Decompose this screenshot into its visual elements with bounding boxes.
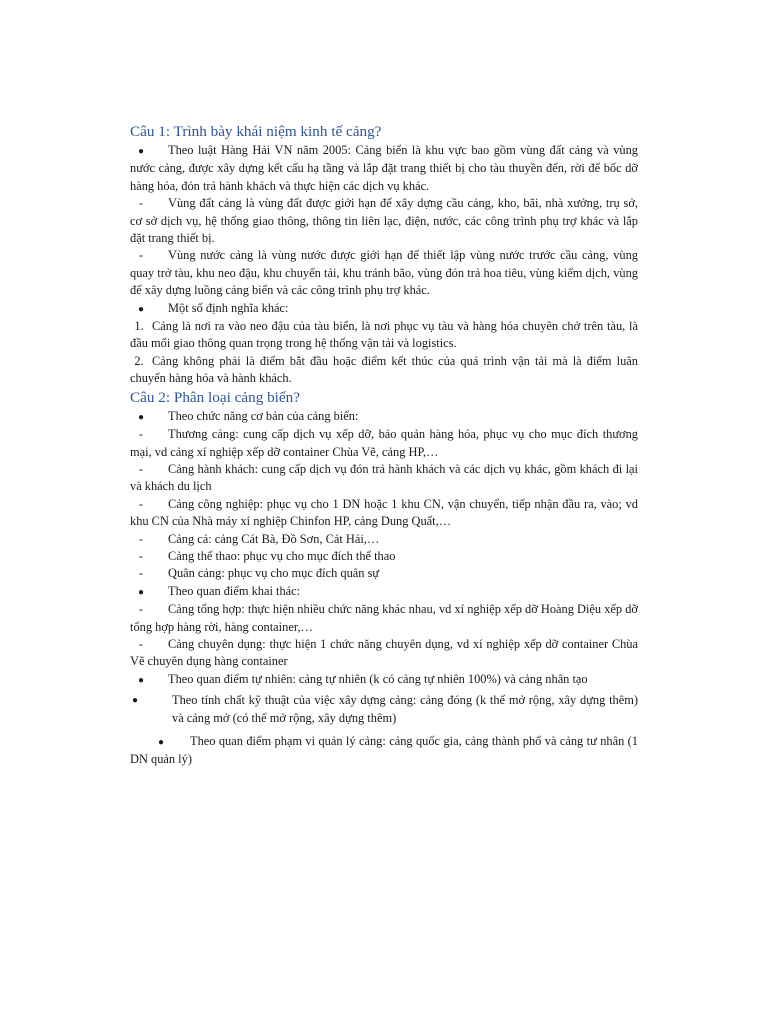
- paragraph-text: Cảng thể thao: phục vụ cho mục đích thể thao: [168, 548, 396, 563]
- dash-paragraph: [130, 247, 638, 299]
- paragraph-text: Vùng nước cảng là vùng nước được giới hạn để thiết lập vùng nước trước cầu cảng, vùng quay trở tàu, khu neo đậu, khu chuyển tải, khu tránh bão, vùng đón trả hoa tiêu, vùng kiểm dịch, vùng để xây dựng luồng cảng biển và các công trình phụ trợ khác.: [130, 248, 638, 298]
- numbered-paragraph: [130, 318, 638, 353]
- dash-marker: -: [138, 566, 144, 581]
- dash-marker: -: [138, 427, 144, 442]
- dash-paragraph: [130, 636, 638, 671]
- paragraph-text: Một số định nghĩa khác:: [168, 300, 289, 315]
- bullet-paragraph: [130, 408, 638, 426]
- bullet-marker: ●: [137, 411, 145, 423]
- dash-marker: -: [138, 636, 144, 651]
- paragraph-text: Theo quan điểm tự nhiên: cảng tự nhiên (k có cảng tự nhiên 100%) và cảng nhân tạo: [168, 671, 588, 686]
- paragraph-text: Cảng công nghiệp: phục vụ cho 1 DN hoặc 1 khu CN, vận chuyển, tiếp nhận đầu ra, vào; vd khu CN của Nhà máy xí nghiệp Chinfon HP, cảng Dung Quất,…: [130, 496, 638, 529]
- bullet-marker: ●: [137, 586, 145, 598]
- paragraph-text: Theo quan điểm khai thác:: [168, 583, 301, 598]
- dash-paragraph: [130, 426, 638, 461]
- bullet-marker: ●: [158, 737, 165, 748]
- heading-question-1: Câu 1: Trình bày khái niệm kinh tế cảng?: [130, 123, 382, 140]
- bullet-marker: ●: [137, 303, 145, 315]
- dash-paragraph: [130, 531, 638, 548]
- bullet-paragraph-hanging: [130, 692, 638, 727]
- bullet-paragraph: [130, 300, 638, 318]
- document-content: [130, 122, 638, 769]
- dash-marker: -: [138, 248, 144, 263]
- dash-marker: -: [138, 496, 144, 511]
- number-marker: 1.: [134, 319, 144, 334]
- heading-question-2: Câu 2: Phân loại cảng biển?: [130, 388, 300, 406]
- paragraph-text: Theo quan điểm phạm vi quản lý cảng: cảng quốc gia, cảng thành phố và cảng tư nhân (1 DN quản lý): [130, 734, 638, 767]
- dash-paragraph: [130, 195, 638, 247]
- paragraph-text: Cảng cá: cảng Cát Bà, Đồ Sơn, Cát Hải,…: [168, 531, 380, 546]
- paragraph-text: Theo tính chất kỹ thuật của việc xây dựng cảng: cảng đóng (k thể mở rộng, xây dựng thêm) và cảng mở (có thể mở rộng, xây dựng thêm): [172, 693, 638, 725]
- dash-paragraph: [130, 548, 638, 565]
- dash-marker: -: [138, 461, 144, 476]
- bullet-marker: ●: [132, 695, 139, 707]
- bullet-paragraph: [130, 583, 638, 601]
- dash-marker: -: [138, 196, 144, 211]
- dash-paragraph: [130, 565, 638, 582]
- paragraph-text: Cảng là nơi ra vào neo đậu của tàu biển, là nơi phục vụ tàu và hàng hóa chuyên chở trên tàu, là đầu mối giao thông quan trọng trong hệ thống vận tải và logistics.: [130, 319, 638, 351]
- bullet-paragraph: [130, 142, 638, 195]
- dash-paragraph: [130, 461, 638, 496]
- paragraph-text: Cảng chuyên dụng: thực hiện 1 chức năng chuyên dụng, vd xí nghiệp xếp dỡ container Chùa Vẽ chuyên dụng hàng container: [130, 636, 638, 669]
- dash-marker: -: [138, 602, 144, 617]
- numbered-paragraph: [130, 353, 638, 388]
- dash-marker: -: [138, 531, 144, 546]
- paragraph-text: Theo chức năng cơ bản của cảng biển:: [168, 408, 359, 423]
- paragraph-text: Cảng tổng hợp: thực hiện nhiều chức năng khác nhau, vd xí nghiệp xếp dỡ Hoàng Diệu xếp dỡ tổng hợp hàng rời, hàng container,…: [130, 602, 638, 634]
- number-marker: 2.: [134, 353, 144, 368]
- paragraph-text: Vùng đất cảng là vùng đất được giới hạn để xây dựng cầu cảng, kho, bãi, nhà xưởng, trụ sở, cơ sở dịch vụ, hệ thống giao thông, thông tin liên lạc, điện, nước, các công trình phụ trợ khác và lắp đặt trang thiết bị.: [130, 196, 638, 246]
- paragraph-text: Cảng hành khách: cung cấp dịch vụ đón trả hành khách và các dịch vụ khác, gồm khách đi lại và khách du lịch: [130, 461, 638, 494]
- paragraph-text: Cảng không phải là điểm bắt đầu hoặc điểm kết thúc của quá trình vận tải mà là điểm luân chuyển hàng hóa và hành khách.: [130, 353, 638, 386]
- classification-list: [130, 408, 638, 690]
- dash-paragraph: [130, 601, 638, 636]
- dash-marker: -: [138, 548, 144, 563]
- bullet-paragraph: [130, 671, 638, 689]
- paragraph-text: Theo luật Hàng Hải VN năm 2005: Cảng biển là khu vực bao gồm vùng đất cảng và vùng nước cảng, được xây dựng kết cấu hạ tầng và lắp đặt trang thiết bị cho tàu thuyền đến, rời để bốc dỡ hàng hóa, đón trả hành khách và thực hiện các dịch vụ khác.: [130, 143, 638, 193]
- dash-paragraph: [130, 496, 638, 531]
- paragraph-text: Thương cảng: cung cấp dịch vụ xếp dỡ, bảo quản hàng hóa, phục vụ cho mục đích thương mại, vd cảng xí nghiệp xếp dỡ container Chùa Vẽ, cảng HP,…: [130, 427, 638, 459]
- bullet-marker: ●: [137, 674, 145, 686]
- bullet-paragraph-indented: [130, 733, 638, 769]
- paragraph-text: Quân cảng: phục vụ cho mục đích quân sự: [168, 566, 380, 581]
- bullet-marker: ●: [137, 146, 145, 157]
